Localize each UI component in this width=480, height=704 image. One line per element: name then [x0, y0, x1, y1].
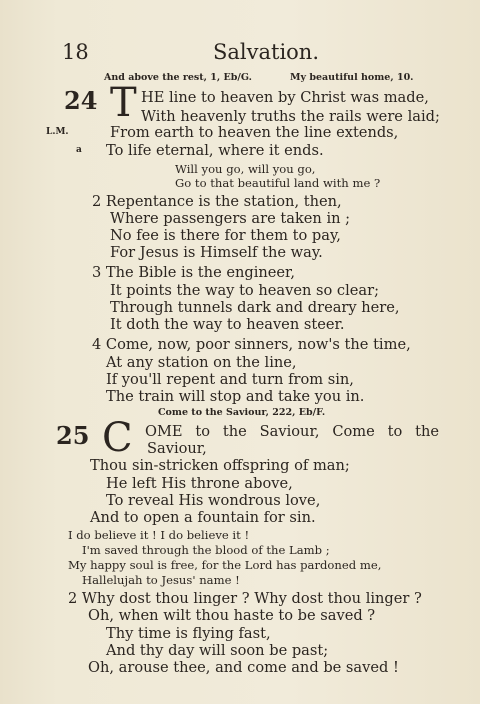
hymn-24-line: HE line to heaven by Christ was made,	[141, 89, 429, 106]
hymn-24-verse-2-line: 2 Repentance is the station, then,	[92, 193, 342, 210]
hymn-25-verse-2-line: And thy day will soon be past;	[106, 642, 329, 659]
hymn-25-drop-initial: C	[102, 415, 133, 461]
hymn-25-line: Thou sin-stricken offspring of man;	[90, 457, 350, 474]
hymn-25-verse-2-line: Oh, arouse thee, and come and be saved !	[88, 659, 399, 676]
hymn-24-line: From earth to heaven the line extends,	[110, 124, 399, 141]
hymn-24-chorus: Go to that beautiful land with me ?	[175, 176, 381, 190]
hymn-25-chorus: I'm saved through the blood of the Lamb ;	[82, 543, 330, 557]
hymn-24-meter: L.M.	[46, 127, 69, 137]
hymn-25-line: He left His throne above,	[106, 475, 293, 492]
hymn-25-line: Saviour,	[147, 440, 207, 457]
hymn-25-number: 25	[56, 421, 90, 450]
hymn-24-verse-2-line: Where passengers are taken in ;	[110, 210, 351, 227]
hymn-25-verse-2-line: Thy time is flying fast,	[106, 625, 271, 642]
page-number: 18	[62, 40, 89, 64]
hymn-24-verse-4-line: 4 Come, now, poor sinners, now's the time,	[92, 336, 411, 353]
hymn-24-verse-2-line: No fee is there for them to pay,	[110, 227, 341, 244]
hymn-24-verse-4-line: The train will stop and take you in.	[106, 388, 365, 405]
hymn-24-line: With heavenly truths the rails were laid;	[141, 108, 440, 125]
hymn-24-verse-4-line: If you'll repent and turn from sin,	[106, 371, 354, 388]
hymn-25-verse-2-line: 2 Why dost thou linger ? Why dost thou linger ?	[68, 590, 422, 607]
hymn-24-number: 24	[64, 86, 98, 115]
hymn-24-tune-right: My beautiful home, 10.	[290, 72, 414, 83]
hymn-25-chorus: Hallelujah to Jesus' name !	[82, 573, 240, 587]
hymn-24-line: To life eternal, where it ends.	[106, 142, 324, 159]
hymn-25-line: To reveal His wondrous love,	[106, 492, 321, 509]
hymn-24-drop-initial: T	[110, 80, 137, 126]
hymn-25-line: OME to the Saviour, Come to the	[145, 423, 439, 440]
hymn-24-verse-3-line: Through tunnels dark and dreary here,	[110, 299, 400, 316]
hymn-25-chorus: I do believe it ! I do believe it !	[68, 528, 250, 542]
hymn-24-verse-2-line: For Jesus is Himself the way.	[110, 244, 323, 261]
hymn-25-verse-2-line: Oh, when wilt thou haste to be saved ?	[88, 607, 376, 624]
hymn-25-tune: Come to the Saviour, 222, Eb/F.	[158, 407, 326, 418]
hymn-24-verse-3-line: 3 The Bible is the engineer,	[92, 264, 296, 281]
page-title: Salvation.	[213, 40, 320, 64]
hymn-24-mark: a	[76, 145, 82, 155]
hymn-25-chorus: My happy soul is free, for the Lord has pardoned me,	[68, 558, 382, 572]
hymn-24-verse-3-line: It doth the way to heaven steer.	[110, 316, 345, 333]
hymn-24-chorus: Will you go, will you go,	[175, 162, 316, 176]
hymn-24-tune-left: And above the rest, 1, Eb/G.	[104, 72, 252, 83]
hymn-24-verse-4-line: At any station on the line,	[106, 354, 297, 371]
hymn-24-verse-3-line: It points the way to heaven so clear;	[110, 282, 380, 299]
hymn-25-line: And to open a fountain for sin.	[90, 509, 316, 526]
